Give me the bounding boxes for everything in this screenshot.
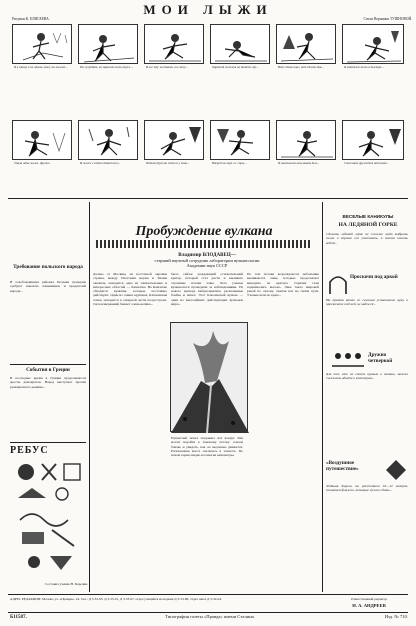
comic-verse-6: Я скатился легко и быстро... [344, 66, 384, 69]
comic-verse-4: Хороший лыжник не боится гор... [212, 66, 259, 69]
skier-illustration [79, 25, 138, 64]
article-author: Владимир ВЛОДАВЕЦ— [178, 253, 236, 258]
article-column-2-continued: Пушистый пепел покрывал всё вокруг. Мы могли подойти к лавовому потоку совсем близко и увидеть, как он медленно движется. Раскаленная масса светилась в темноте. По ночам зарево видно на многие километры. [171, 436, 243, 458]
article-author-title-2: Академии наук СССР [186, 263, 228, 268]
sled-icon [330, 350, 366, 370]
comic-verse-12: Снежинки кружатся над нами... [344, 162, 389, 165]
sidebar-subheading-ice-hill: НА ЛЕДЯНОЙ ГОРКЕ [338, 222, 398, 228]
skier-illustration [211, 25, 270, 64]
comic-verse-10: Вперед на горе и с горы... [212, 162, 247, 165]
comic-verse-2: По сугробам, по оврагам легко мчусь... [80, 66, 133, 69]
footer-printer: Типография газеты «Правда» имени Сталина. [165, 614, 255, 619]
sidebar-text-greece: В последнее время в Греции продолжаются аресты демократов. Народ выступает против реакционного режима... [10, 376, 86, 389]
headline-underline [96, 240, 310, 248]
footer-editor: Н. А. АНДРЕЕВ [352, 603, 386, 608]
comic-panel-2 [78, 24, 138, 64]
skier-illustration [343, 25, 404, 64]
comic-panel-8 [78, 120, 138, 160]
comic-panel-3 [144, 24, 204, 64]
sidebar-text-poland: В освобождённых районах Польши граждане требуют наказать изменников и предателей народа... [10, 280, 86, 293]
game-text-arch: На прямом каткe со склоном установите арку и проскочите под ней, не задев её... [326, 298, 408, 307]
comic-panel-6 [342, 24, 404, 64]
rebus-credit: Составил ученик Н. Корелин. [45, 582, 88, 586]
sidebar-text-ice-hill: Сделать ледяной горке не сложно: надо выбрать склон и хорошо его утоптать, а потом полить водой... [326, 232, 408, 245]
section-divider [8, 198, 408, 199]
comic-verse-11: Я маленьким лыжником был... [278, 162, 320, 165]
article-column-1: Далеко от Москвы, на восточной окраине страны, между Охотским морем и Тихим океаном, находится одна из замечательных и интересных областей — Камчатка. На Камчатке обходятся вулканы, которые постоянно действуют. Один из самых крупных, Ключевская сопка, находится в северной части полуострова. Сила извержений бывает очень велика... [93, 272, 167, 307]
footer-code: Б11587. [10, 615, 27, 620]
sidebar-heading-holidays: ВЕСЕЛЫЕ КАНИКУЛЫ [342, 214, 394, 219]
comic-panel-4 [210, 24, 270, 64]
skier-illustration [211, 121, 270, 160]
game-title-four: Дружно четверкой [368, 352, 393, 364]
volcano-icon [171, 323, 249, 433]
comic-panel-1 [12, 24, 72, 64]
skier-illustration [13, 25, 72, 64]
footer-divider [8, 612, 408, 613]
skier-illustration [145, 121, 204, 160]
divider [10, 442, 86, 443]
comic-verse-1: Я в школу и из школы хожу на лыжах... [14, 66, 68, 69]
skier-illustration [277, 25, 336, 64]
skier-illustration [343, 121, 404, 160]
game-title-arch: Проскочи под аркой [350, 274, 398, 280]
arch-icon [328, 272, 348, 296]
game-title-air: «Воздушное путешествие» [326, 460, 359, 472]
skier-illustration [13, 121, 72, 160]
page-title: МОИ ЛЫЖИ [143, 2, 273, 17]
article-author-title: старший научный сотрудник лаборатории вулканологии [154, 258, 260, 263]
game-text-four: Для тех, кто не совсем привык к санкам, можно съезжать вдвоём и вчетвером... [326, 372, 408, 381]
footer-order: Изд. № 710. [384, 614, 408, 619]
comic-verse-3: В лес иду, за ёлками, по снегу... [146, 66, 188, 69]
illustrator-credit: Рисунки К. ЕЛИСЕЕВА. [12, 17, 50, 21]
comic-verse-9: Потом дружно стою я у окна... [146, 162, 190, 165]
footer-divider [8, 594, 408, 595]
column-rule [322, 202, 323, 592]
footer-address: АДРЕС РЕДАКЦИИ: Москва, ул. «Правды», 24. Тел.: Д 3-33-95, Д 3-35-01, Д 3-33-97, отдел учащейся молодежи Д 3-33-99; отдел школ Д 3-34-04. [10, 597, 222, 601]
skier-illustration [145, 25, 204, 64]
comic-panel-9 [144, 120, 204, 160]
sidebar-heading-poland: Требование польского народа [13, 264, 83, 270]
comic-panel-11 [276, 120, 336, 160]
kite-icon [384, 458, 408, 482]
comic-panel-12 [342, 120, 404, 160]
comic-verse-5: Вот сделал шаг, вот сделал два... [278, 66, 324, 69]
skier-illustration [79, 121, 138, 160]
game-text-air: Ледяная дорога, на расстоянии 10—12 метров, ставятся флажки, которые нужно сбить... [326, 484, 408, 493]
rebus-heading: РЕБУС [10, 445, 49, 456]
skier-illustration [277, 121, 336, 160]
column-rule [89, 202, 90, 592]
rebus-icon [12, 458, 86, 578]
article-column-2: было сейчас рождающий основательный кратер, который стал расти и выливать огромные потоки лавы. Лето ученые вулканологи проводили за наблюдениями. Из нового кратера выбрасывались раскаленные бомбы и пепел. Этот Ключевской вулкан — один из высочайших действующих вулканов мира... [171, 272, 243, 307]
footer-editor-label: Ответственный редактор [351, 597, 387, 601]
sidebar-heading-greece: События в Греции [26, 367, 70, 373]
comic-panel-5 [276, 24, 336, 64]
rebus-puzzle [12, 458, 86, 578]
article-headline: Пробуждение вулкана [135, 224, 273, 239]
comic-verse-7: Упала одна лыжа, другая... [14, 162, 52, 165]
comic-panel-10 [210, 120, 270, 160]
poet-credit: Стихи Вероники ТУШНОВОЙ. [363, 17, 412, 21]
article-column-3: По тем потоки возрождаются небольшие выливаются лавы, которые продолжают выходить из кратера. Горячие газы поднимались высоко. Лава текла широкой рекой по склону, сжигая всё на своём пути. Ученые шли по краю... [247, 272, 319, 298]
divider [10, 364, 86, 365]
comic-panel-7 [12, 120, 72, 160]
volcano-illustration [170, 322, 248, 432]
comic-verse-8: И лыжи с собою домой несу... [80, 162, 121, 165]
